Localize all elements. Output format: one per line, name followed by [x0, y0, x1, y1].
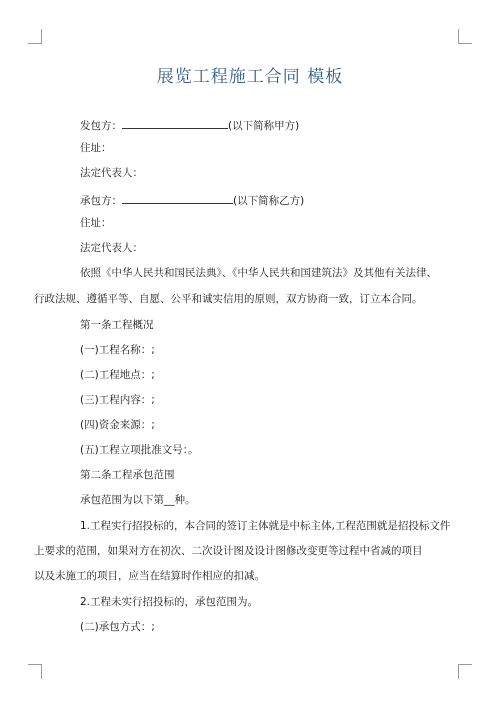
- party-a-label: 发包方：: [80, 120, 122, 132]
- party-b-suffix: (以下简称乙方): [233, 195, 305, 207]
- crop-mark-bottom-right-h: [458, 664, 472, 665]
- crop-mark-bottom-left-v: [41, 664, 42, 679]
- party-a-address: 住址：: [80, 142, 112, 154]
- crop-mark-top-left-h: [28, 43, 42, 44]
- article-2-heading: 第二条工程承包范围: [80, 469, 175, 481]
- party-b-address: 住址：: [80, 217, 112, 229]
- party-b-representative: 法定代表人：: [80, 242, 143, 254]
- clause-1-line-1: 1.工程实行招投标的，本合同的签订主体就是中标主体,工程范围就是招投标文件: [80, 520, 451, 532]
- scope-intro: 承包范围为以下第__种。: [80, 494, 196, 506]
- article-1-heading: 第一条工程概况: [80, 319, 154, 331]
- article-1-item: (一)工程名称：;: [80, 344, 155, 356]
- crop-mark-top-left-v: [41, 29, 42, 44]
- preamble-line-1: 依照《中华人民共和国民法典》、《中华人民共和国建筑法》及其他有关法律、: [80, 267, 437, 279]
- clause-1-line-2: 上要求的范围，如果对方在初次、二次设计图及设计图修改变更等过程中省减的项目: [34, 545, 423, 557]
- clause-1-line-3: 以及未施工的项目，应当在结算时作相应的扣减。: [34, 570, 265, 582]
- preamble-line-2: 行政法规、遵循平等、自愿、公平和诚实信用的原则，双方协商一致，订立本合同。: [34, 293, 423, 305]
- clause-2: 2.工程未实行招投标的，承包范围为。: [80, 596, 259, 608]
- crop-mark-bottom-left-h: [28, 664, 42, 665]
- article-1-item: (三)工程内容：;: [80, 394, 155, 406]
- article-1-item: (五)工程立项批准文号：。: [80, 444, 199, 456]
- document-title: 展览工程施工合同 模板: [156, 67, 344, 87]
- article-1-item: (二)工程地点：;: [80, 369, 155, 381]
- crop-mark-top-right-h: [458, 43, 472, 44]
- crop-mark-bottom-right-v: [458, 664, 459, 679]
- party-b-blank[interactable]: [122, 192, 233, 204]
- contract-method: (二)承包方式：;: [80, 621, 155, 633]
- party-b-line: [80, 192, 304, 208]
- party-b-label: 承包方：: [80, 195, 122, 207]
- party-a-line: [80, 117, 299, 133]
- crop-mark-top-right-v: [458, 29, 459, 44]
- party-a-suffix: (以下简称甲方): [228, 120, 300, 132]
- article-1-item: (四)资金来源：;: [80, 419, 155, 431]
- party-a-representative: 法定代表人：: [80, 167, 143, 179]
- party-a-blank[interactable]: [122, 117, 228, 129]
